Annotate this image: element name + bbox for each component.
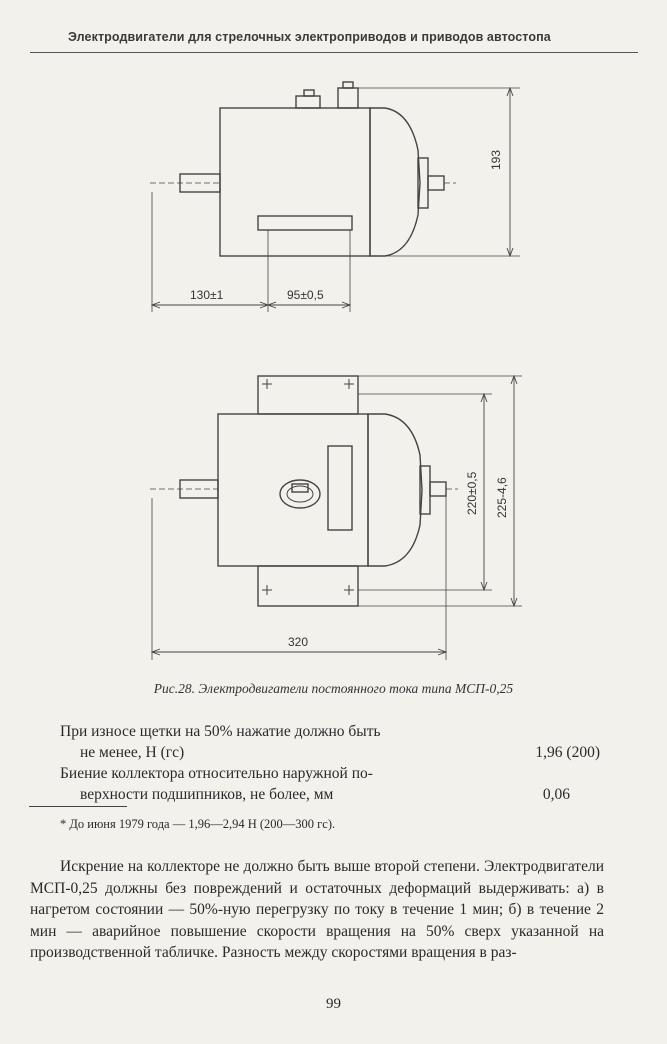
running-header: Электродвигатели для стрелочных электроприводов и приводов автостопа xyxy=(68,30,551,44)
figure-caption: Рис.28. Электродвигатели постоянного тока типа МСП-0,25 xyxy=(153,681,514,696)
end-cap-front xyxy=(368,414,422,566)
terminal-post-cap xyxy=(343,82,353,88)
footnote-rule xyxy=(29,806,127,807)
nameplate-slot xyxy=(258,216,352,230)
shaft-right xyxy=(428,176,444,190)
mount-foot-bottom xyxy=(258,566,358,606)
terminal-cap xyxy=(304,90,314,96)
dim-320: 320 xyxy=(288,635,309,649)
body-paragraph: Искрение на коллекторе не должно быть выше второй степени. Электродвигатели МСП-0,25 должны без повреждений и остаточных деформаций выдерживать: а) в нагретом состоянии — 50%-ную перегрузку по току в течение 1 мин; б) в течение 2 мин — аварийное повышение скорости вращения на 50% сверх указанной на производственной табличке. Разность между скоростями вращения в раз- xyxy=(30,858,604,961)
shaft-right-front xyxy=(430,482,446,496)
spec-item xyxy=(60,763,600,805)
mount-foot-top xyxy=(258,376,358,414)
spec-text: При износе щетки на 50% нажатие должно быть xyxy=(60,723,381,740)
dim-225: 225-4,6 xyxy=(495,477,509,518)
spec-value: 0,06 xyxy=(542,786,570,803)
spec-text: верхности подшипников, не более, мм xyxy=(80,786,334,803)
spec-value: 1,96 (200) xyxy=(535,744,600,761)
motor-body-front xyxy=(218,414,368,566)
terminal-post xyxy=(338,88,358,108)
end-cap xyxy=(370,108,420,256)
dim-height-193: 193 xyxy=(489,149,503,170)
motor-body xyxy=(220,108,370,256)
spec-text: не менее, Н (гс) xyxy=(80,744,185,761)
dim-130: 130±1 xyxy=(190,288,224,302)
terminal-box xyxy=(296,96,320,108)
footnote: * До июня 1979 года — 1,96—2,94 Н (200—300 гс). xyxy=(60,817,336,831)
spec-item xyxy=(60,721,600,763)
dim-95: 95±0,5 xyxy=(287,288,324,302)
vertical-slot xyxy=(328,446,352,530)
page-number: 99 xyxy=(326,996,341,1012)
dim-220: 220±0,5 xyxy=(465,471,479,515)
motor-front-view xyxy=(150,376,522,660)
motor-top-view xyxy=(150,82,520,312)
spec-text: Биение коллектора относительно наружной по- xyxy=(60,765,373,782)
